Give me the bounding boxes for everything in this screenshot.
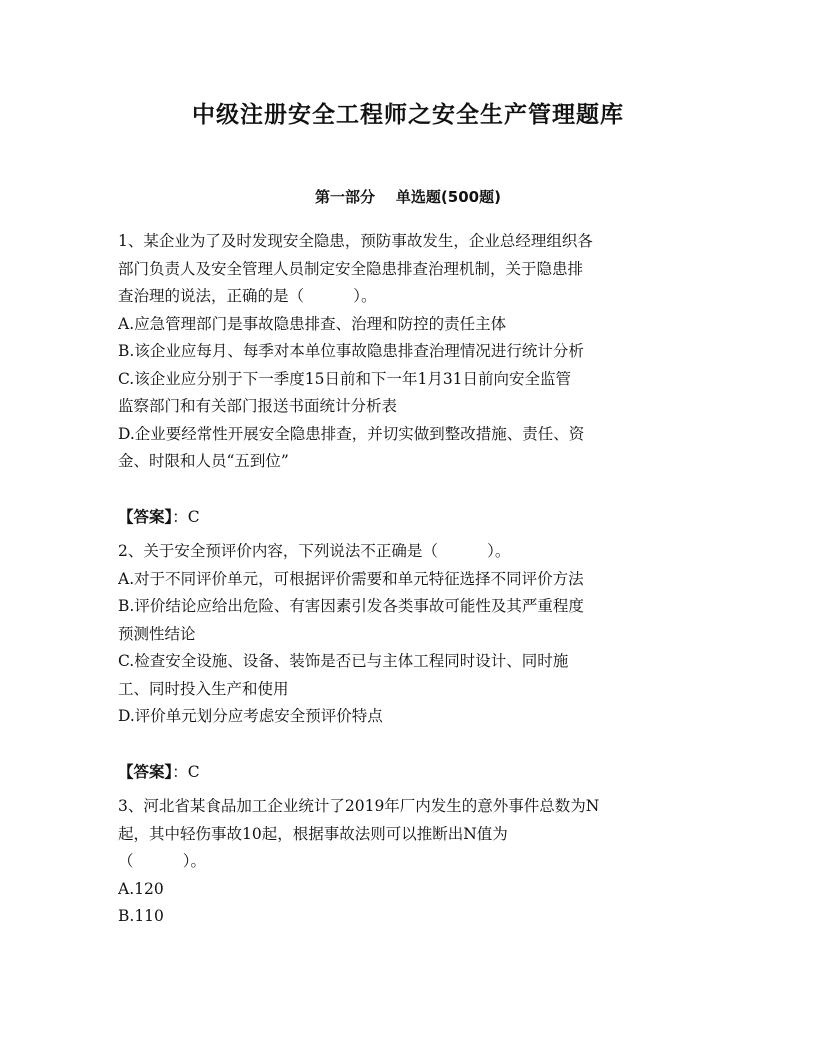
document-title: 中级注册安全工程师之安全生产管理题库 [192,102,624,128]
question-stem-line: 起，其中轻伤事故10起，根据事故法则可以推断出N值为 [118,824,508,843]
option-c: C.该企业应分别于下一季度15日前和下一年1月31日前向安全监管 [118,369,572,388]
option-a: A.120 [118,879,164,898]
question-stem-line: 1、某企业为了及时发现安全隐患，预防事故发生，企业总经理组织各 [118,232,593,250]
answer-line [118,758,698,786]
question-stem-line: （ ）。 [118,852,207,870]
question-3 [118,793,698,931]
question-2 [118,538,698,785]
option-c: C.检查安全设施、设备、装饰是否已与主体工程同时设计、同时施 [118,652,569,670]
answer-value: ：C [172,507,200,526]
question-stem-line: 查治理的说法，正确的是（ ）。 [118,287,377,305]
option-d: D.评价单元划分应考虑安全预评价特点 [118,707,383,725]
answer-label: 【答案】 [118,506,173,526]
option-b: B.评价结论应给出危险、有害因素引发各类事故可能性及其严重程度 [118,597,584,615]
question-stem-line: 2、关于安全预评价内容，下列说法不正确是（ ）。 [118,542,511,560]
answer-label: 【答案】 [118,761,173,781]
option-a: A.对于不同评价单元，可根据评价需要和单元特征选择不同评价方法 [118,569,584,588]
question-1 [118,228,698,530]
option-c-continued: 工、同时投入生产和使用 [118,679,289,698]
option-c-continued: 监察部门和有关部门报送书面统计分析表 [118,397,398,415]
option-d-continued: 金、时限和人员“五到位” [118,452,289,470]
option-b: B.110 [118,907,164,925]
section-heading: 第一部分 单选题(500题) [315,188,501,206]
answer-value: ：C [172,762,200,781]
option-b: B.该企业应每月、每季对本单位事故隐患排查治理情况进行统计分析 [118,342,584,360]
option-d: D.企业要经常性开展安全隐患排查，并切实做到整改措施、责任、资 [118,424,585,443]
question-stem-line: 部门负责人及安全管理人员制定安全隐患排查治理机制，关于隐患排 [118,259,584,278]
question-stem-line: 3、河北省某食品加工企业统计了2019年厂内发生的意外事件总数为N [118,797,600,815]
answer-line [118,503,698,531]
option-a: A.应急管理部门是事故隐患排查、治理和防控的责任主体 [118,314,507,333]
question-list [118,228,698,931]
option-b-continued: 预测性结论 [118,624,196,643]
